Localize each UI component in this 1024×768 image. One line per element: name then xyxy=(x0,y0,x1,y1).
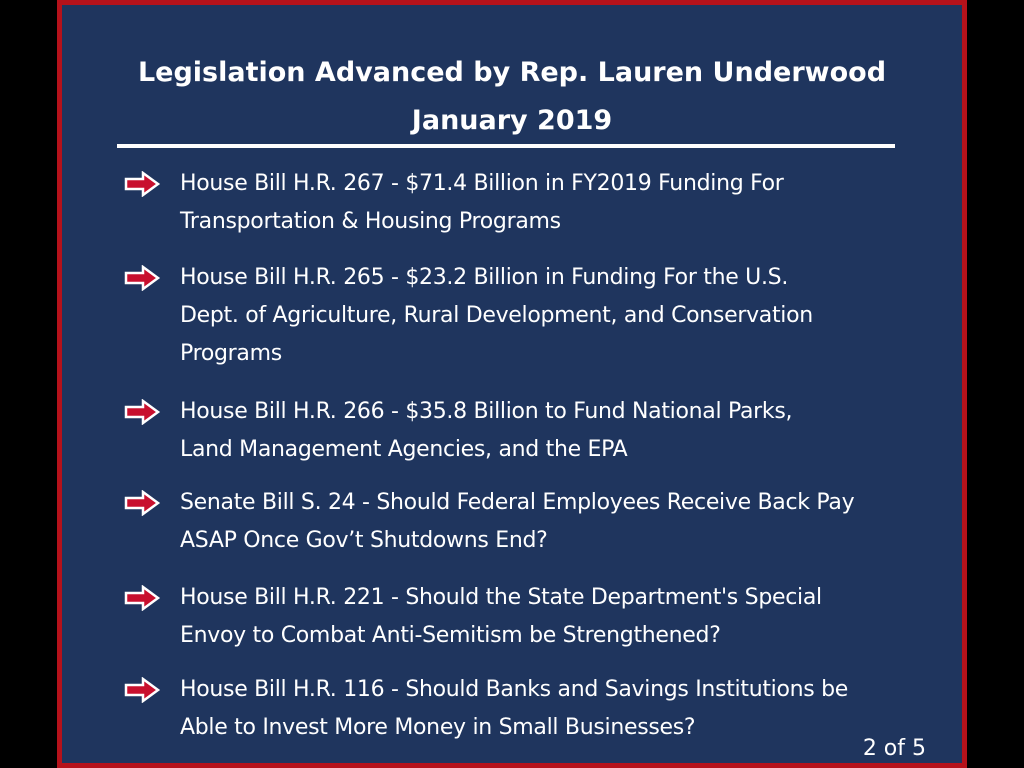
list-item-line: Senate Bill S. 24 - Should Federal Employees Receive Back Pay xyxy=(180,490,855,515)
right-arrow-icon xyxy=(123,171,161,197)
slide-title: Legislation Advanced by Rep. Lauren Underwood xyxy=(137,57,887,88)
list-item-line: House Bill H.R. 267 - $71.4 Billion in FY2019 Funding For xyxy=(180,171,784,196)
list-item-line: ASAP Once Gov’t Shutdowns End? xyxy=(180,528,548,553)
list-item-text xyxy=(180,259,950,373)
page-indicator: 2 of 5 xyxy=(862,736,926,761)
list-item-line: Transportation & Housing Programs xyxy=(180,209,561,234)
list-item-line: Programs xyxy=(180,341,282,366)
slide-subtitle-date: January 2019 xyxy=(411,105,613,136)
list-item-text xyxy=(180,393,950,469)
list-item-line: Dept. of Agriculture, Rural Development, and Conservation xyxy=(180,303,813,328)
slide xyxy=(57,0,967,768)
right-arrow-icon xyxy=(123,265,161,291)
right-arrow-icon xyxy=(123,399,161,425)
right-arrow-icon xyxy=(123,677,161,703)
list-item-line: House Bill H.R. 266 - $35.8 Billion to Fund National Parks, xyxy=(180,399,793,424)
list-item-text xyxy=(180,671,950,747)
list-item-text xyxy=(180,484,950,560)
list-item-line: House Bill H.R. 116 - Should Banks and Savings Institutions be xyxy=(180,677,849,702)
right-arrow-icon xyxy=(123,585,161,611)
list-item-text xyxy=(180,579,950,655)
list-item-line: House Bill H.R. 221 - Should the State Department's Special xyxy=(180,585,822,610)
list-item-line: Envoy to Combat Anti-Semitism be Strengthened? xyxy=(180,623,721,648)
legislation-list xyxy=(62,5,962,763)
list-item-line: House Bill H.R. 265 - $23.2 Billion in Funding For the U.S. xyxy=(180,265,789,290)
list-item-line: Able to Invest More Money in Small Businesses? xyxy=(180,715,696,740)
list-item-text xyxy=(180,165,950,241)
list-item-line: Land Management Agencies, and the EPA xyxy=(180,437,628,462)
right-arrow-icon xyxy=(123,490,161,516)
